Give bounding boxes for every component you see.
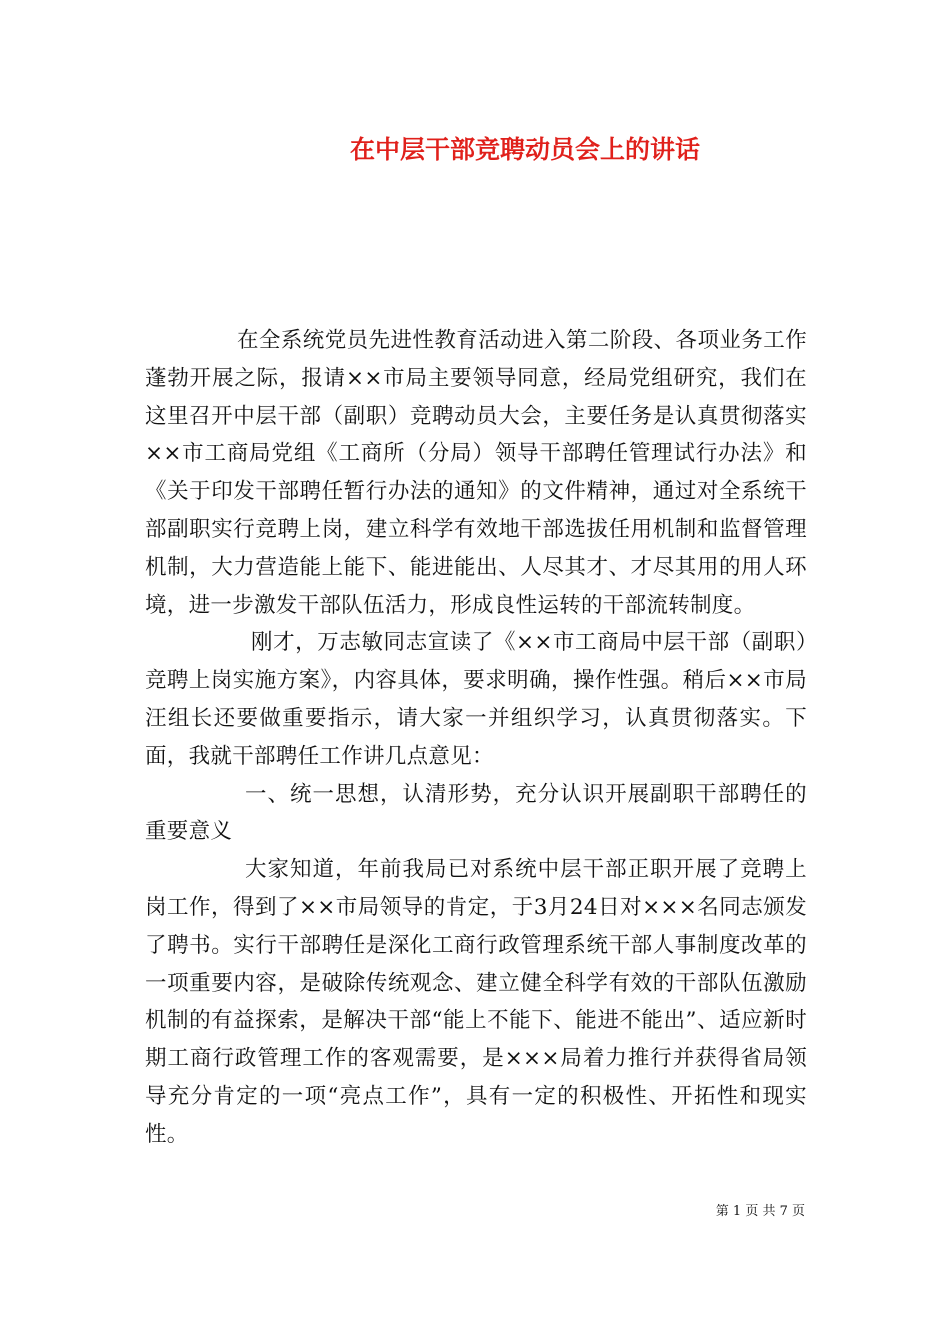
document-title: 在中层干部竞聘动员会上的讲话 [349,135,700,164]
paragraph-2: 刚才，万志敏同志宣读了《××市工商局中层干部（副职）竞聘上岗实施方案》，内容具体，要求明确，操作性强。稍后××市局汪组长还要做重要指示，请大家一并组织学习，认真贯彻落实。下面，我就干部聘任工作讲几点意见： [145,630,807,769]
paragraph-3: 大家知道，年前我局已对系统中层干部正职开展了竞聘上岗工作，得到了××市局领导的肯定，于3月24日对×××名同志颁发了聘书。实行干部聘任是深化工商行政管理系统干部人事制度改革的一项重要内容，是破除传统观念、建立健全科学有效的干部队伍激励机制的有益探索，是解决干部“能上不能下、能进不能出”、适应新时期工商行政管理工作的客观需要，是×××局着力推行并获得省局领导充分肯定的一项“亮点工作”，具有一定的积极性、开拓性和现实性。 [145,857,807,1147]
document-body [145,322,807,1154]
page-number-footer: 第 1 页 共 7 页 [715,1204,805,1219]
section-heading-1: 一、统一思想，认清形势，充分认识开展副职干部聘任的重要意义 [145,781,807,845]
paragraph-1: 在全系统党员先进性教育活动进入第二阶段、各项业务工作蓬勃开展之际，报请××市局主要领导同意，经局党组研究，我们在这里召开中层干部（副职）竞聘动员大会，主要任务是认真贯彻落实××市工商局党组《工商所（分局）领导干部聘任管理试行办法》和《关于印发干部聘任暂行办法的通知》的文件精神，通过对全系统干部副职实行竞聘上岗，建立科学有效地干部选拔任用机制和监督管理机制，大力营造能上能下、能进能出、人尽其才、才尽其用的用人环境，进一步激发干部队伍活力，形成良性运转的干部流转制度。 [145,328,807,618]
